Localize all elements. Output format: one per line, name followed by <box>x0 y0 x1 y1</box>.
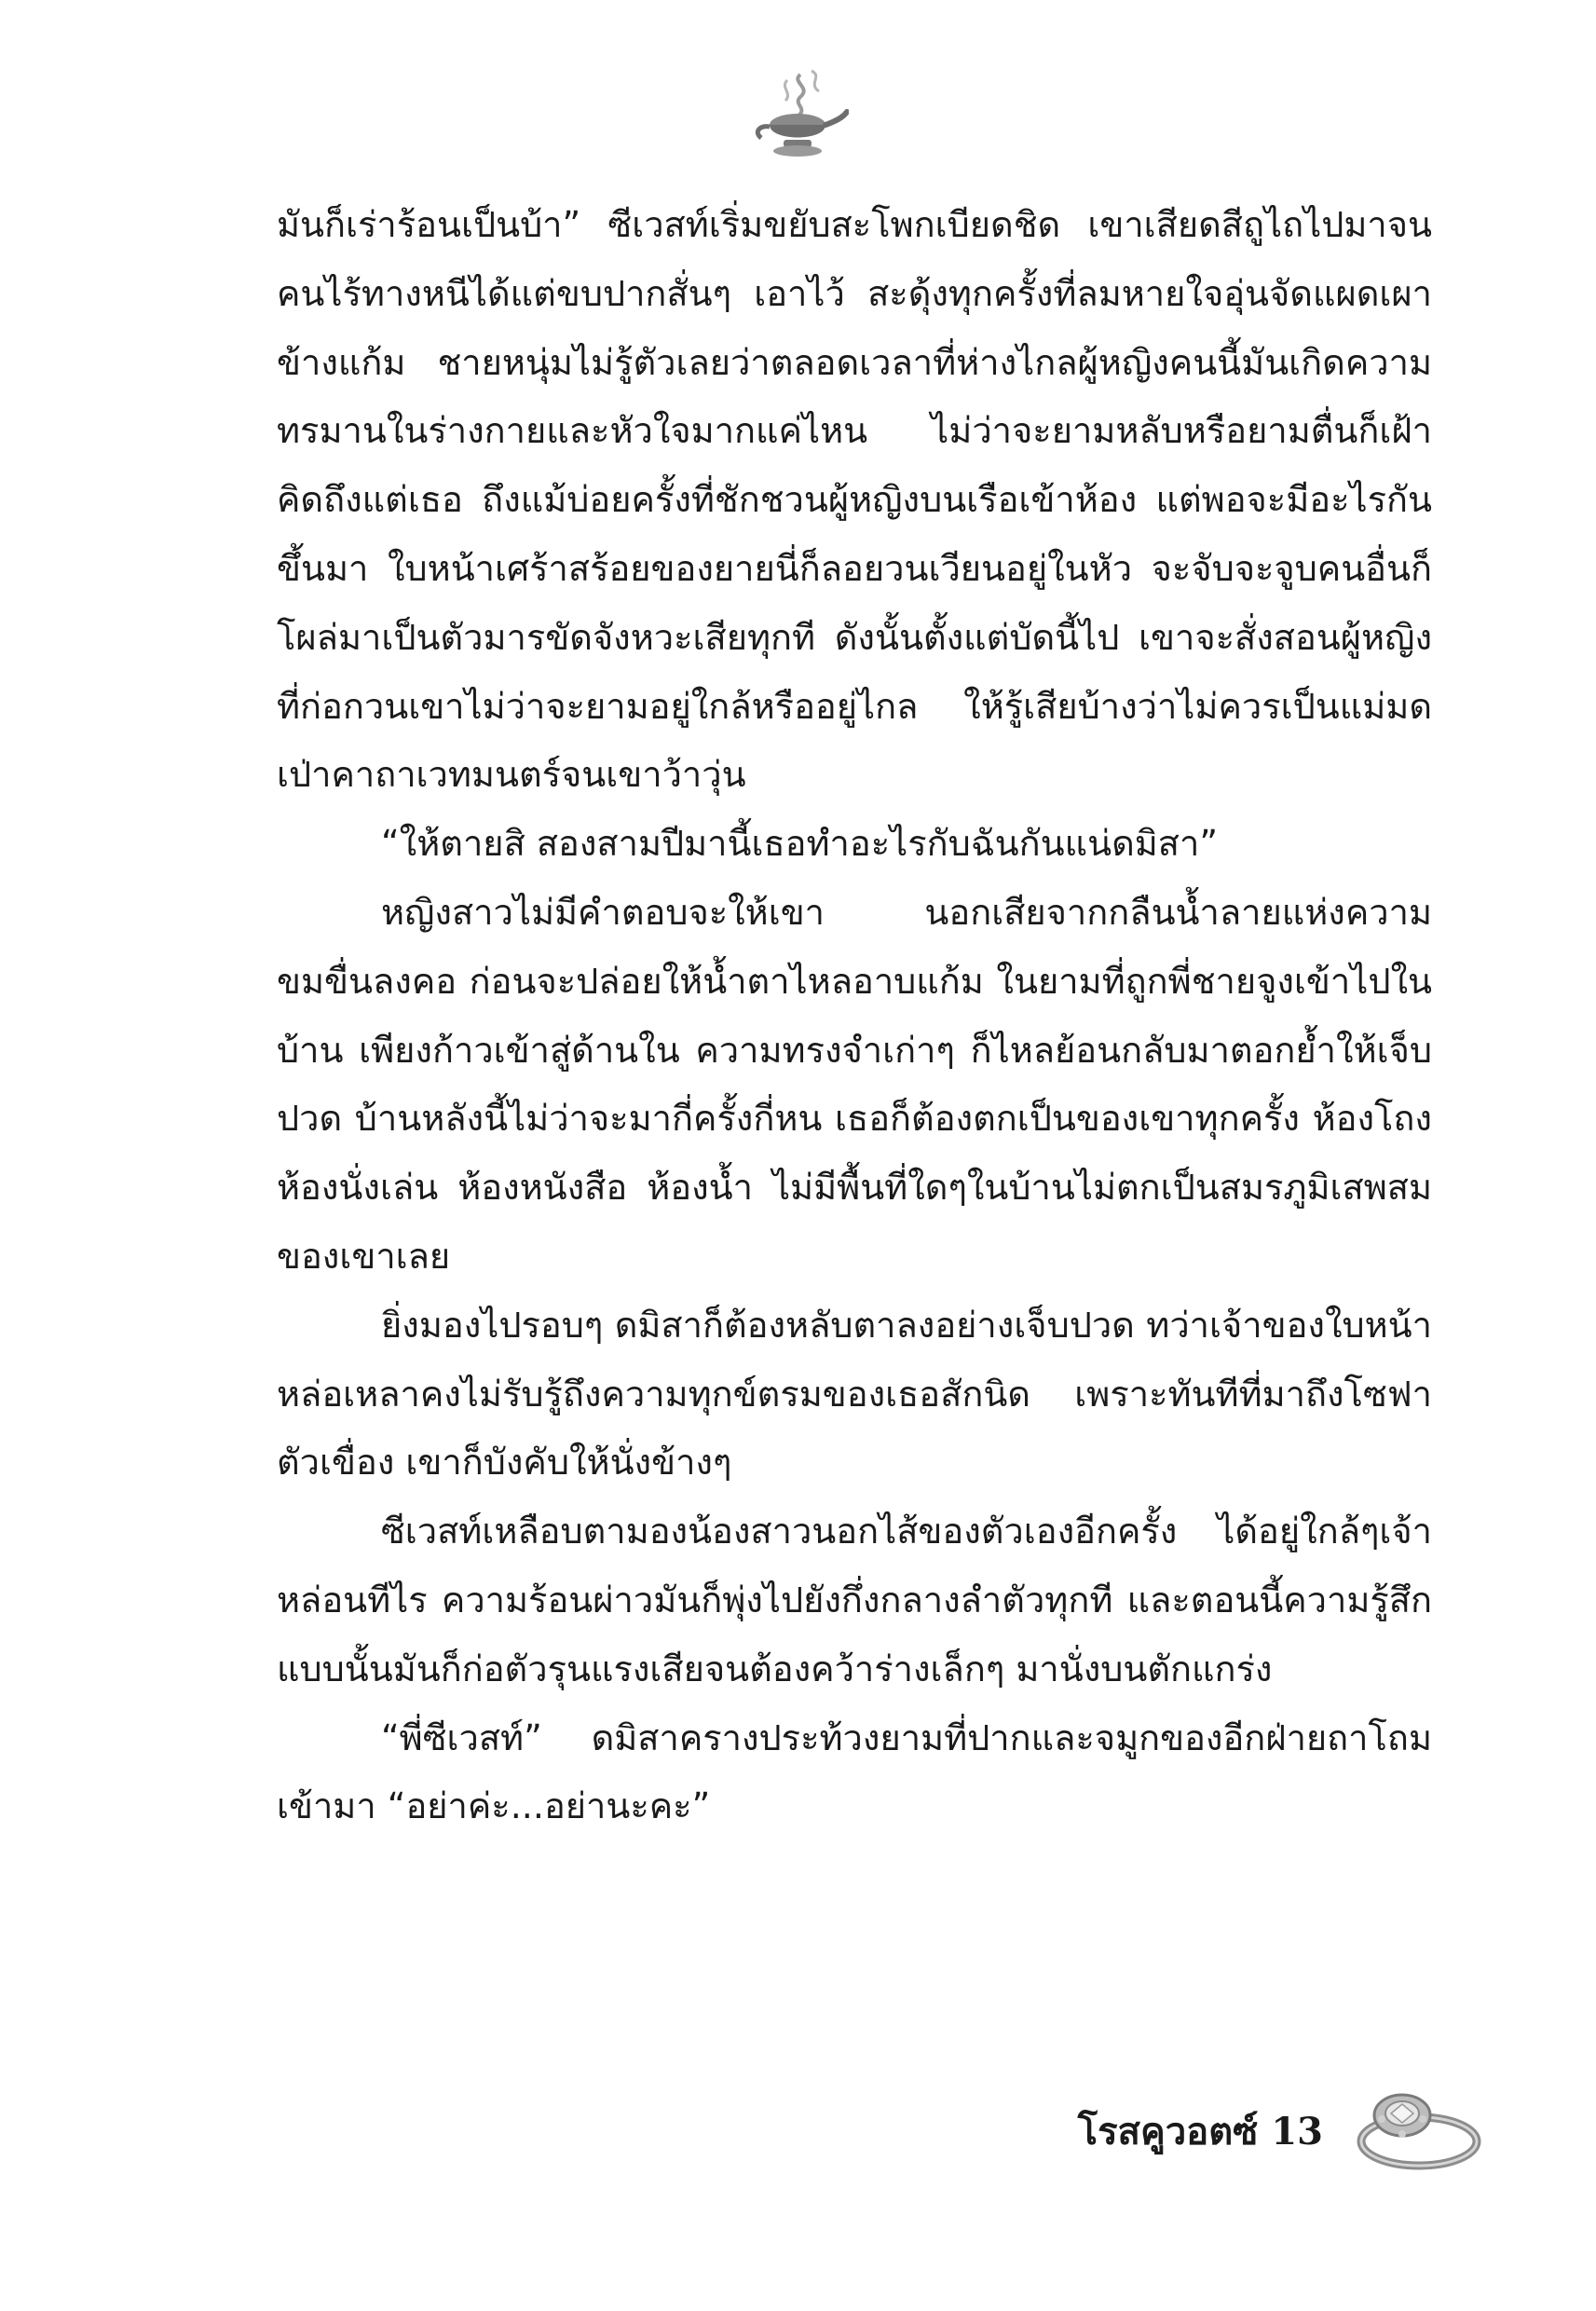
body-text <box>277 191 1432 1841</box>
paragraph: “พี่ซีเวสท์” ดมิสาครางประท้วงยามที่ปากและจมูกของอีกฝ่ายถาโถมเข้ามา “อย่าค่ะ...อย่านะคะ” <box>277 1716 1432 1827</box>
paragraph: ซีเวสท์เหลือบตามองน้องสาวนอกไส้ของตัวเองอีกครั้ง ได้อยู่ใกล้ๆเจ้าหล่อนทีไร ความร้อนผ่าวมันก็พุ่งไปยังกึ่งกลางลำตัวทุกที และตอนนี้ความรู้สึกแบบนั้นมันก็ก่อตัวรุนแรงเสียจนต้องคว้าร่างเล็กๆ มานั่งบนตักแกร่ง <box>277 1511 1432 1689</box>
diamond-ring-icon <box>1346 2076 1486 2179</box>
paragraph: มันก็เร่าร้อนเป็นบ้า” ซีเวสท์เริ่มขยับสะโพกเบียดชิด เขาเสียดสีถูไถไปมาจนคนไร้ทางหนีได้แต่ขบปากสั่นๆ เอาไว้ สะดุ้งทุกครั้งที่ลมหายใจอุ่นจัดแผดเผาข้างแก้ม ชายหนุ่มไม่รู้ตัวเลยว่าตลอดเวลาที่ห่างไกลผู้หญิงคนนี้มันเกิดความทรมานในร่างกายและหัวใจมากแค่ไหน ไม่ว่าจะยามหลับหรือยามตื่นก็เฝ้าคิดถึงแต่เธอ ถึงแม้บ่อยครั้งที่ชักชวนผู้หญิงบนเรือเข้าห้อง แต่พอจะมีอะไรกันขึ้นมา ใบหน้าเศร้าสร้อยของยายนี่ก็ลอยวนเวียนอยู่ในหัว จะจับจะจูบคนอื่นก็โผล่มาเป็นตัวมารขัดจังหวะเสียทุกที ดังนั้นตั้งแต่บัดนี้ไป เขาจะสั่งสอนผู้หญิงที่ก่อกวนเขาไม่ว่าจะยามอยู่ใกล้หรืออยู่ไกล ให้รู้เสียบ้างว่าไม่ควรเป็นแม่มดเป่าคาถาเวทมนตร์จนเขาว้าวุ่น <box>277 204 1432 796</box>
book-title: โรสคูวอตซ์ <box>1077 2110 1259 2154</box>
page-footer <box>932 2101 1323 2161</box>
paragraph: หญิงสาวไม่มีคำตอบจะให้เขา นอกเสียจากกลืนน้ำลายแห่งความขมขื่นลงคอ ก่อนจะปล่อยให้น้ำตาไหลอาบแก้ม ในยามที่ถูกพี่ชายจูงเข้าไปในบ้าน เพียงก้าวเข้าสู่ด้านใน ความทรงจำเก่าๆ ก็ไหลย้อนกลับมาตอกย้ำให้เจ็บปวด บ้านหลังนี้ไม่ว่าจะมากี่ครั้งกี่หน เธอก็ต้องตกเป็นของเขาทุกครั้ง ห้องโถง ห้องนั่งเล่น ห้องหนังสือ ห้องน้ำ ไม่มีพื้นที่ใดๆในบ้านไม่ตกเป็นสมรภูมิเสพสมของเขาเลย <box>277 891 1432 1277</box>
paragraph: ยิ่งมองไปรอบๆ ดมิสาก็ต้องหลับตาลงอย่างเจ็บปวด ทว่าเจ้าของใบหน้าหล่อเหลาคงไม่รับรู้ถึงความทุกข์ตรมของเธอสักนิด เพราะทันทีที่มาถึงโซฟาตัวเขื่อง เขาก็บังคับให้นั่งข้างๆ <box>277 1304 1432 1484</box>
page-number: 13 <box>1271 2110 1323 2154</box>
lamp-with-smoke-ornament-icon <box>746 67 849 160</box>
paragraph: “ให้ตายสิ สองสามปีมานี้เธอทำอะไรกับฉันกันแน่ดมิสา” <box>381 823 1219 865</box>
